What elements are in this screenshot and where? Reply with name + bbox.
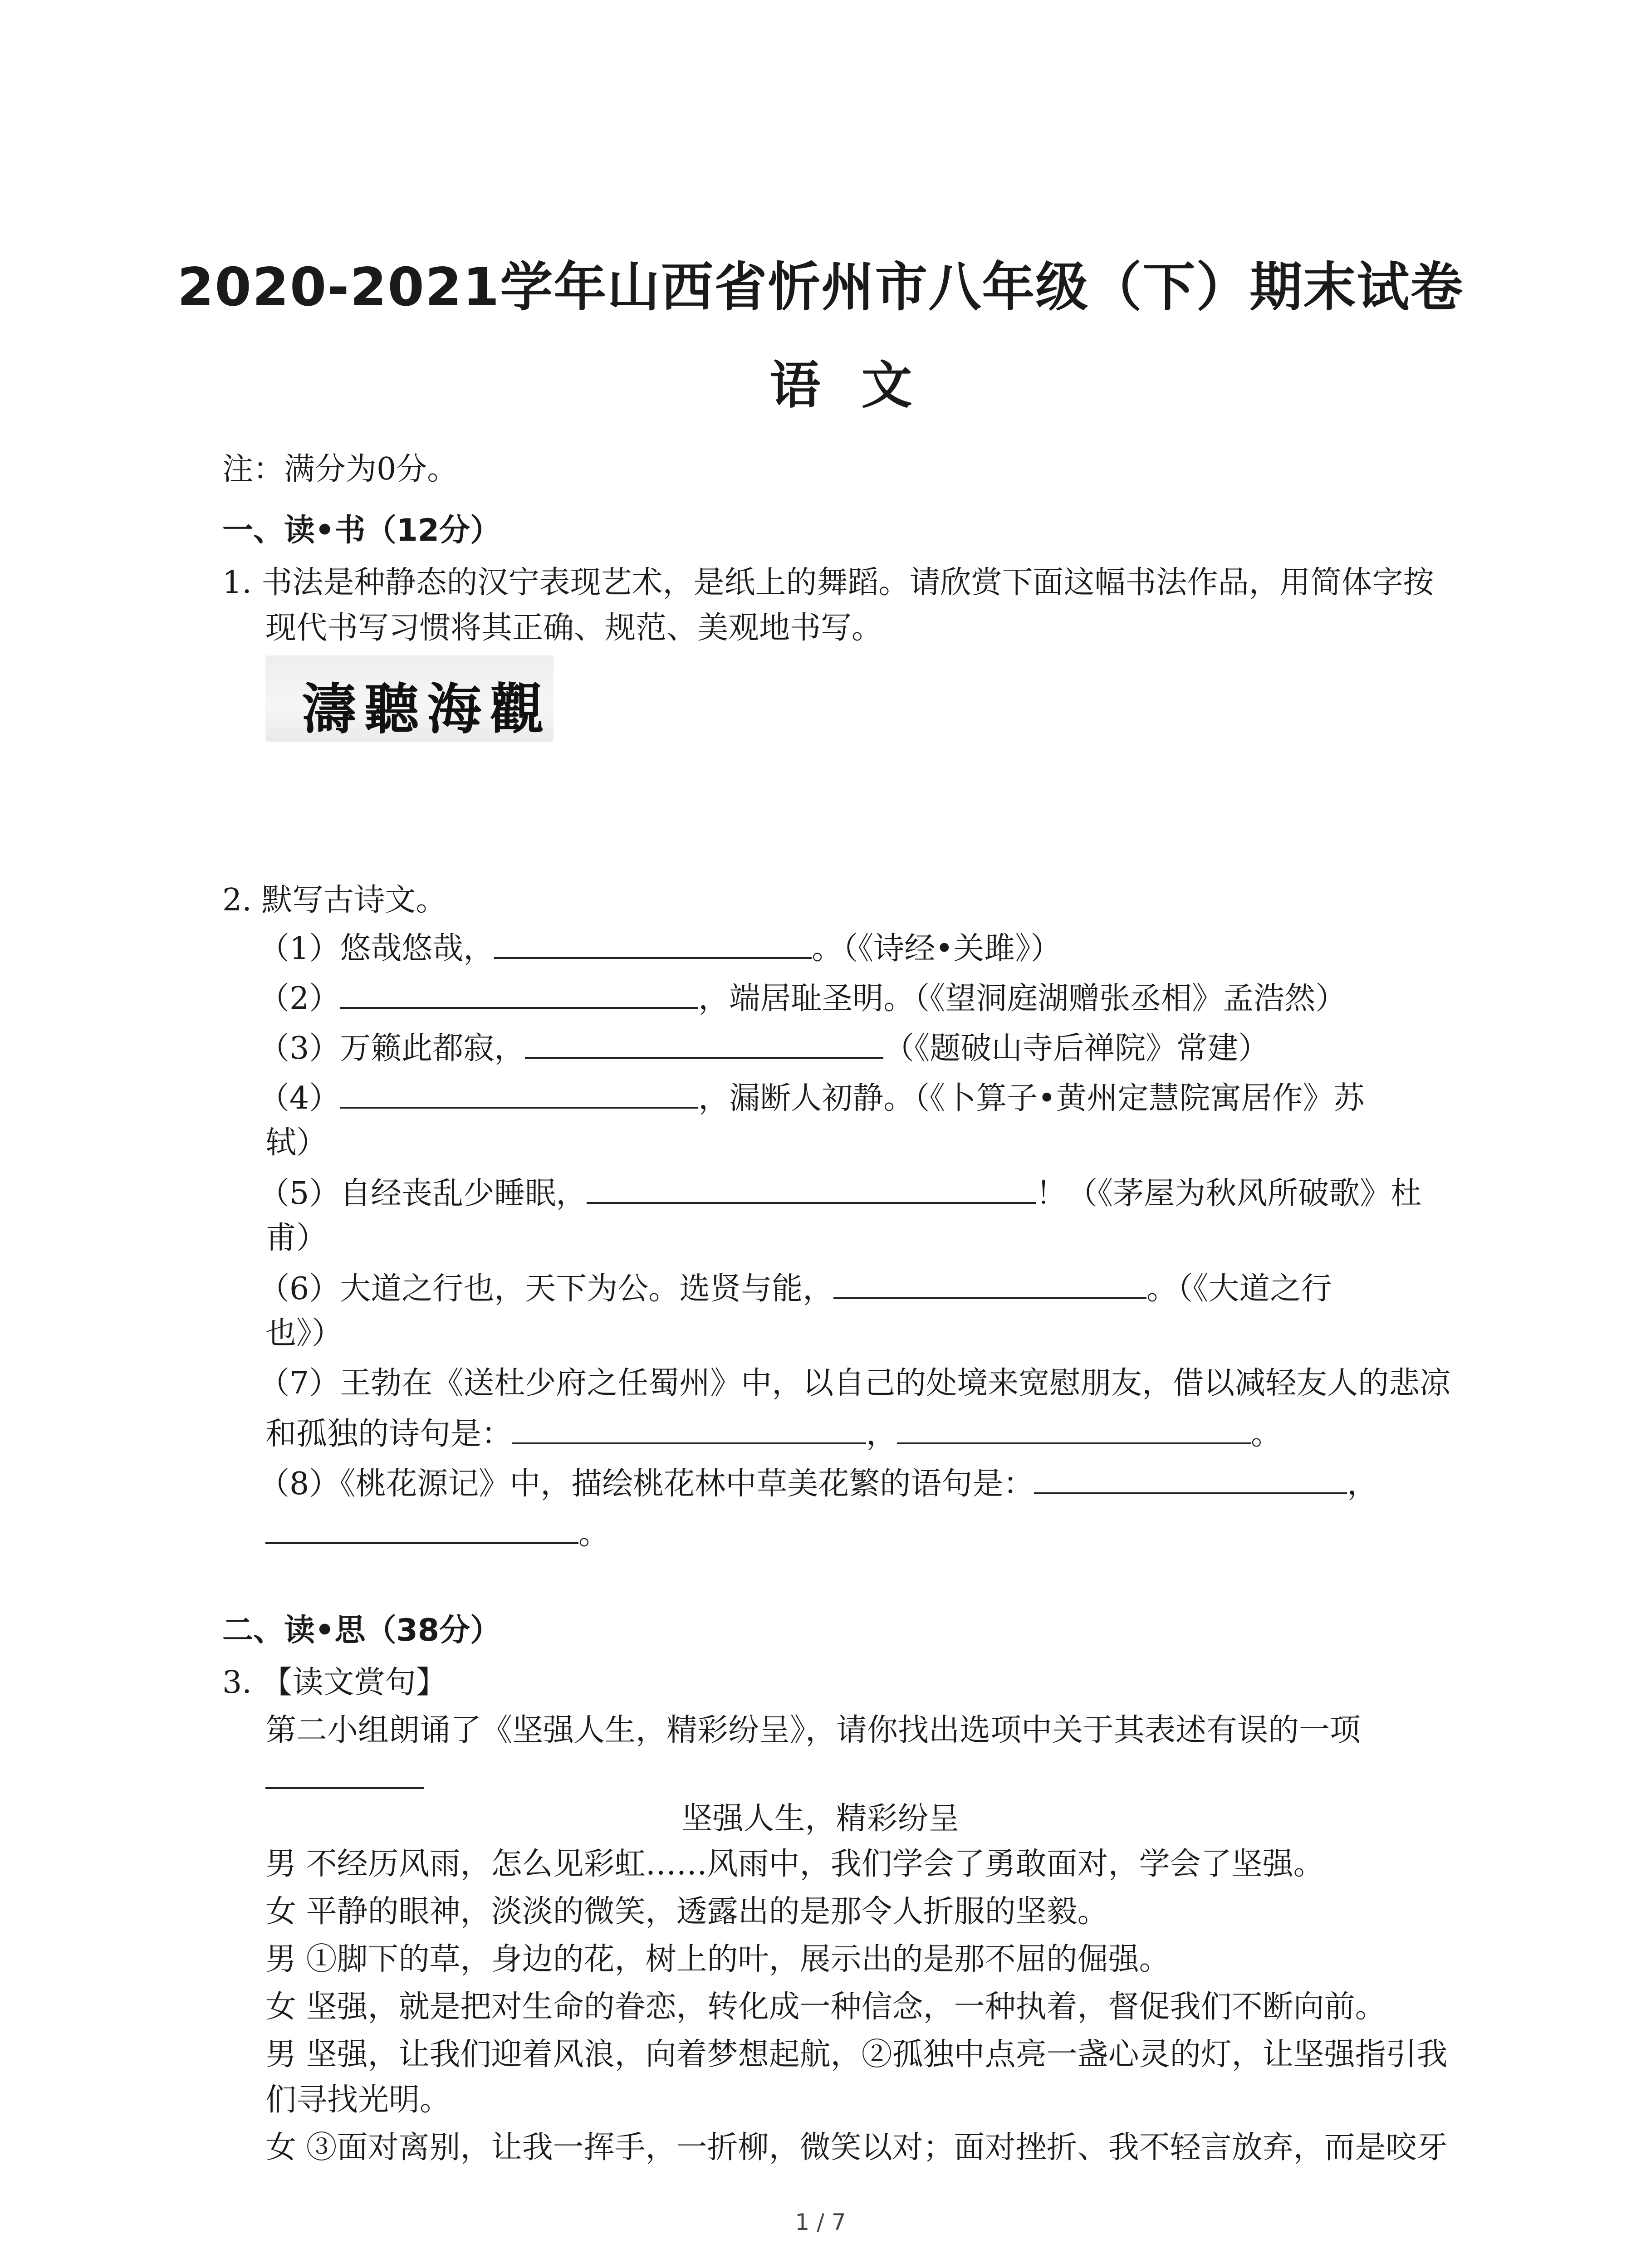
- q2-item-7-pre: 和孤独的诗句是：: [265, 1416, 513, 1452]
- subject-title: 语文: [769, 356, 953, 415]
- q2-item-2-post: ，端居耻圣明。（《望洞庭湖赠张丞相》孟浩然）: [698, 981, 1347, 1017]
- q2-item-6-wrap: 也》）: [265, 1315, 343, 1351]
- q2-item-5-post: ！（《茅屋为秋风所破歌》杜: [1036, 1176, 1422, 1212]
- section-2-heading: 二、读•思（38分）: [222, 1613, 501, 1648]
- poem-line-1: 男 不经历风雨，怎么见彩虹……风雨中，我们学会了勇敢面对，学会了坚强。: [265, 1846, 1324, 1882]
- answer-blank[interactable]: [525, 1025, 883, 1059]
- q1-line1: 1. 书法是种静态的汉宁表现艺术，是纸上的舞蹈。请欣赏下面这幅书法作品，用简体字按: [222, 565, 1434, 601]
- score-note: 注：满分为0分。: [222, 451, 458, 487]
- calligraphy-text: 濤聽海觀: [302, 677, 552, 741]
- q2-item-4: [259, 1075, 1364, 1121]
- q2-item-1-post: 。（《诗经•关雎》）: [812, 931, 1062, 967]
- q2-item-2-pre: （2）: [259, 981, 340, 1017]
- poem-line-6: 们寻找光明。: [265, 2082, 451, 2118]
- q2-item-4-pre: （4）: [259, 1080, 340, 1116]
- q1-line2: 现代书写习惯将其正确、规范、美观地书写。: [265, 610, 883, 646]
- answer-blank[interactable]: [265, 1510, 578, 1544]
- q2-item-7-post: 。: [1251, 1416, 1282, 1452]
- q3-label: 3. 【读文赏句】: [222, 1665, 447, 1701]
- poem-line-7: 女 ③面对离别，让我一挥手，一折柳，微笑以对；面对挫折、我不轻言放弃，而是咬牙: [265, 2130, 1448, 2165]
- poem-line-3: 男 ①脚下的草，身边的花，树上的叶，展示出的是那不屈的倔强。: [265, 1941, 1170, 1977]
- answer-blank[interactable]: [265, 1755, 424, 1789]
- q2-item-4-post: ，漏断人初静。（《卜算子•黄州定慧院寓居作》苏: [698, 1080, 1365, 1116]
- q2-item-5-wrap: 甫）: [265, 1220, 328, 1256]
- q2-item-2: [259, 975, 1346, 1022]
- answer-blank[interactable]: [833, 1266, 1146, 1299]
- q2-item-1: [259, 925, 1061, 972]
- q2-intro: 2. 默写古诗文。: [222, 882, 447, 918]
- poem-line-4: 女 坚强，就是把对生命的眷恋，转化成一种信念，一种执着，督促我们不断向前。: [265, 1989, 1386, 2025]
- q2-item-7-mid: ，: [866, 1416, 897, 1452]
- q2-item-8-wrap-post: 。: [578, 1516, 610, 1552]
- q2-item-6-pre: （6）大道之行也，天下为公。选贤与能，: [259, 1271, 834, 1307]
- q2-item-8-post: ，: [1347, 1466, 1378, 1502]
- answer-blank[interactable]: [587, 1170, 1036, 1204]
- section-1-heading: 一、读•书（12分）: [222, 513, 501, 548]
- q2-item-4-wrap: 轼）: [265, 1125, 328, 1161]
- poem-title: 坚强人生，精彩纷呈: [681, 1801, 960, 1837]
- answer-blank[interactable]: [494, 925, 812, 959]
- page-number: 1 / 7: [795, 2209, 846, 2235]
- q2-item-7-line1: （7）王勃在《送杜少府之任蜀州》中，以自己的处境来宽慰朋友，借以减轻友人的悲凉: [259, 1365, 1451, 1401]
- q2-item-3: [259, 1025, 1269, 1071]
- q2-item-8-wrap: [265, 1510, 609, 1557]
- q3-prompt: 第二小组朗诵了《坚强人生，精彩纷呈》，请你找出选项中关于其表述有误的一项: [265, 1712, 1361, 1748]
- q2-item-3-post: （《题破山寺后禅院》常建）: [883, 1031, 1269, 1066]
- q2-item-3-pre: （3）万籁此都寂，: [259, 1031, 525, 1066]
- answer-blank[interactable]: [897, 1411, 1251, 1444]
- q2-item-5: [259, 1170, 1421, 1217]
- poem-line-2: 女 平静的眼神，淡淡的微笑，透露出的是那令人折服的坚毅。: [265, 1894, 1108, 1930]
- q2-item-7: [265, 1411, 1282, 1457]
- answer-blank[interactable]: [340, 1075, 698, 1109]
- poem-line-5: 男 坚强，让我们迎着风浪，向着梦想起航，②孤独中点亮一盏心灵的灯，让坚强指引我: [265, 2037, 1448, 2072]
- q2-item-8-pre: （8）《桃花源记》中，描绘桃花林中草美花繁的语句是：: [259, 1466, 1034, 1502]
- exam-title: 2020-2021学年山西省忻州市八年级（下）期末试卷: [177, 257, 1464, 318]
- answer-blank[interactable]: [512, 1411, 866, 1444]
- answer-blank[interactable]: [1034, 1461, 1347, 1494]
- q2-item-1-pre: （1）悠哉悠哉，: [259, 931, 495, 967]
- q3-answer: [265, 1755, 424, 1802]
- q2-item-6: [259, 1266, 1332, 1312]
- answer-blank[interactable]: [340, 975, 698, 1009]
- q2-item-8: [259, 1461, 1378, 1507]
- q2-item-5-pre: （5）自经丧乱少睡眠，: [259, 1176, 587, 1212]
- q2-item-6-post: 。（《大道之行: [1146, 1271, 1332, 1307]
